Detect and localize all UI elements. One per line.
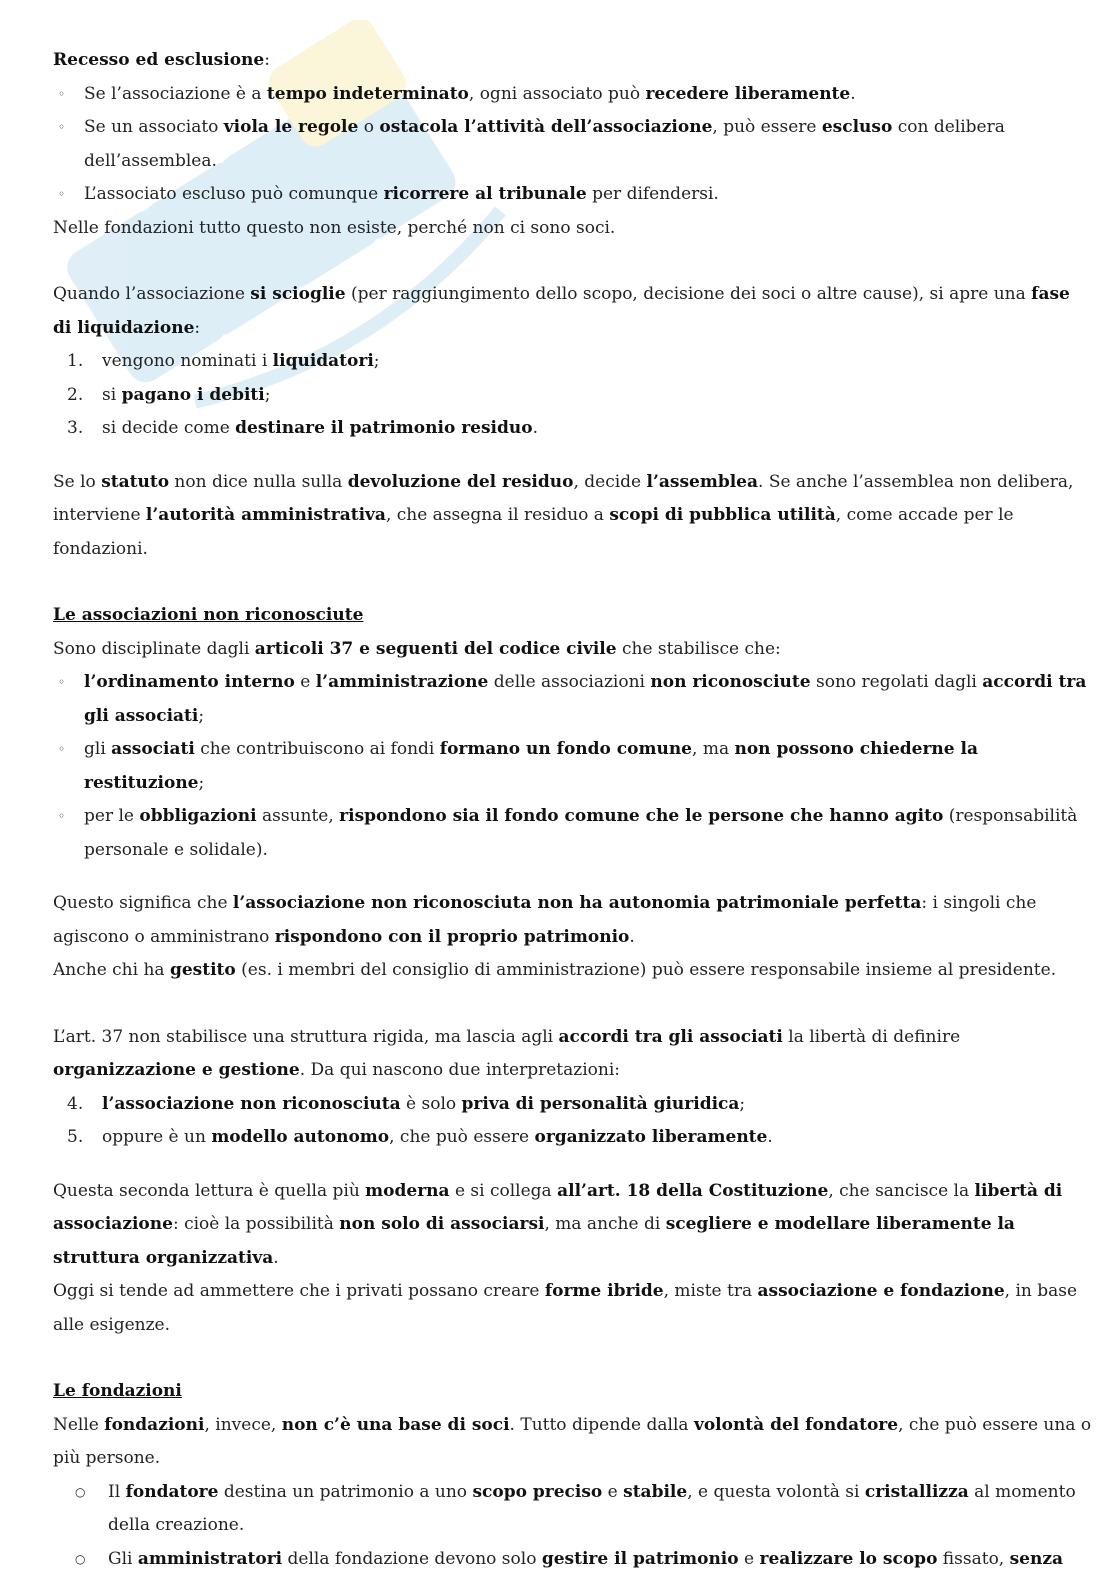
numbered-list-interpretazioni — [53, 1088, 1093, 1155]
paragraph: Nelle fondazioni, invece, non c’è una base di soci. Tutto dipende dalla volontà del fondatore, che può essere una o più persone. — [53, 1414, 1092, 1468]
list-item: ○ Il fondatore destina un patrimonio a uno scopo preciso e stabile, e questa volontà si cristallizza al momento della creazione. — [53, 1476, 1093, 1543]
list-item: 2. si pagano i debiti; — [67, 384, 271, 405]
bullet-list-art37 — [53, 666, 1093, 867]
paragraph: Questa seconda lettura è quella più moderna e si collega all’art. 18 della Costituzione, che sancisce la libertà di associazione: cioè la possibilità non solo di associarsi, ma anche di scegliere e modellare liberamente la struttura organizzativa. — [53, 1180, 1063, 1268]
section-heading-fondazioni: Le fondazioni — [53, 1381, 182, 1401]
paragraph: Anche chi ha gestito (es. i membri del consiglio di amministrazione) può essere responsabile insieme al presidente. — [53, 960, 1057, 980]
paragraph: Sono disciplinate dagli articoli 37 e seguenti del codice civile che stabilisce che: — [53, 638, 781, 659]
paragraph: Oggi si tende ad ammettere che i privati possano creare forme ibride, miste tra associazione e fondazione, in base alle esigenze. — [53, 1281, 1078, 1335]
section-heading-non-riconosciute: Le associazioni non riconosciute — [53, 605, 364, 625]
numbered-list-liquidazione — [53, 345, 1093, 446]
bullet-list-fondazioni — [53, 1476, 1093, 1577]
list-item: ◦ l’ordinamento interno e l’amministrazione delle associazioni non riconosciute sono regolati dagli accordi tra gli associati; — [53, 666, 1093, 733]
list-item: 5. oppure è un modello autonomo, che può essere organizzato liberamente. — [67, 1127, 773, 1147]
paragraph-scioglimento: Quando l’associazione si scioglie (per raggiungimento dello scopo, decisione dei soci o altre cause), si apre una fase di liquidazione: — [53, 284, 1070, 338]
list-item: ◦ per le obbligazioni assunte, rispondono sia il fondo comune che le persone che hanno agito (responsabilità personale e solidale). — [53, 800, 1093, 867]
list-item: ◦ gli associati che contribuiscono ai fondi formano un fondo comune, ma non possono chiederne la restituzione; — [53, 733, 1093, 800]
list-item: 4. l’associazione non riconosciuta è solo priva di personalità giuridica; — [67, 1093, 746, 1114]
paragraph-devoluzione: Se lo statuto non dice nulla sulla devoluzione del residuo, decide l’assemblea. Se anche l’assemblea non delibera, interviene l’autorità amministrativa, che assegna il residuo a scopi di pubblica utilità, come accade per le fondazioni. — [53, 471, 1074, 559]
list-item: ◦ L’associato escluso può comunque ricorrere al tribunale per difendersi. — [53, 178, 1093, 212]
paragraph: L’art. 37 non stabilisce una struttura rigida, ma lascia agli accordi tra gli associati la libertà di definire organizzazione e gestione. Da qui nascono due interpretazioni: — [53, 1026, 961, 1080]
list-item: 3. si decide come destinare il patrimonio residuo. — [67, 418, 539, 438]
list-item: ◦ Se un associato viola le regole o ostacola l’attività dell’associazione, può essere escluso con delibera dell’assemblea. — [53, 111, 1093, 178]
paragraph: Questo significa che l’associazione non riconosciuta non ha autonomia patrimoniale perfetta: i singoli che agiscono o amministrano rispondono con il proprio patrimonio. — [53, 893, 1037, 947]
bullet-list-recesso — [53, 78, 1093, 212]
list-item: ○ Gli amministratori della fondazione devono solo gestire il patrimonio e realizzare lo scopo fissato, senza — [53, 1543, 1093, 1577]
list-item: ◦ Se l’associazione è a tempo indeterminato, ogni associato può recedere liberamente. — [53, 78, 1093, 112]
list-item: 1. vengono nominati i liquidatori; — [67, 351, 380, 371]
paragraph: Nelle fondazioni tutto questo non esiste, perché non ci sono soci. — [53, 217, 616, 238]
section-heading-recesso: Recesso ed esclusione: — [53, 50, 270, 70]
document-page — [53, 44, 1093, 1576]
